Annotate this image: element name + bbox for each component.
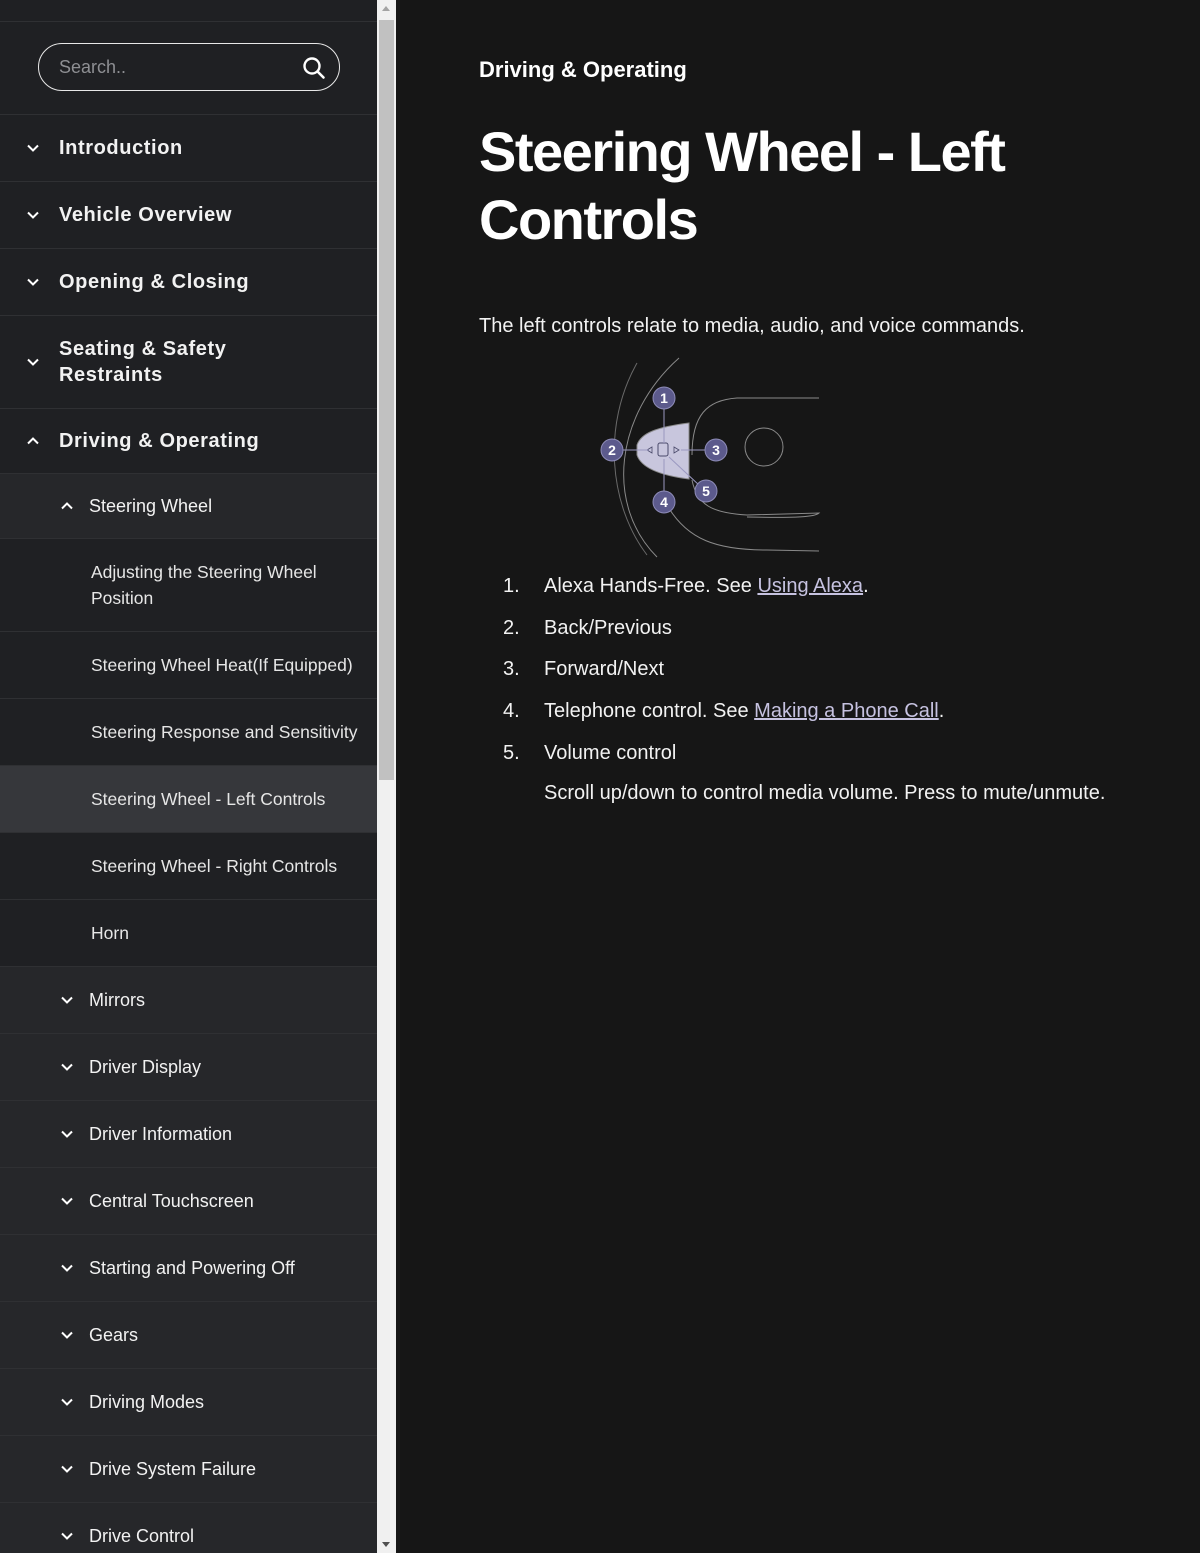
- nav-horn[interactable]: [0, 900, 377, 967]
- chevron-down-icon: [60, 1462, 74, 1476]
- nav-label: Steering Wheel Heat(If Equipped): [91, 655, 353, 675]
- nav-label: Drive Control: [89, 1525, 195, 1546]
- subsection-list: [0, 967, 377, 1553]
- step-text: Volume control: [544, 741, 677, 764]
- step-text-end: .: [863, 575, 869, 597]
- scrollbar-thumb[interactable]: [379, 20, 394, 780]
- nav-label: Introduction: [59, 136, 183, 159]
- callout-4: [653, 491, 675, 513]
- page-title: Steering Wheel - Left Controls: [479, 120, 1005, 251]
- step-text-end: .: [938, 700, 945, 723]
- nav-subsection[interactable]: [0, 1235, 377, 1302]
- chevron-down-icon: [26, 355, 40, 369]
- chevron-up-icon: [60, 499, 74, 513]
- sidebar-top-border: [0, 0, 377, 22]
- volume-note: Scroll up/down to control media volume. Press to mute/unmute.: [544, 782, 1106, 804]
- steering-wheel-diagram: [597, 355, 827, 560]
- search-box[interactable]: [38, 43, 340, 91]
- steps-list: [503, 572, 1183, 780]
- chevron-down-icon: [26, 141, 40, 155]
- left-control-pad: [637, 423, 689, 479]
- chevron-down-icon: [60, 993, 74, 1007]
- nav-adjusting-steering-wheel[interactable]: [0, 539, 377, 632]
- callout-2: [601, 439, 623, 461]
- nav-label: Driver Display: [89, 1056, 202, 1077]
- sidebar-scrollbar[interactable]: [377, 0, 396, 1553]
- nav-steering-response[interactable]: [0, 699, 377, 766]
- search-icon[interactable]: [302, 56, 326, 80]
- step-number: 4.: [503, 700, 520, 723]
- nav-label: Central Touchscreen: [89, 1190, 254, 1211]
- nav-subsection[interactable]: [0, 1168, 377, 1235]
- nav-label: Steering Response and Sensitivity: [91, 722, 358, 742]
- making-phone-call-link[interactable]: Making a Phone Call: [754, 700, 939, 723]
- nav-steering-wheel-heat[interactable]: [0, 632, 377, 699]
- nav-label: Drive System Failure: [89, 1458, 257, 1479]
- section-title: Driving & Operating: [479, 57, 687, 82]
- chevron-up-icon: [26, 434, 40, 448]
- step-text-lead: Telephone control. See: [544, 700, 755, 723]
- step-item: [503, 572, 1183, 614]
- right-control-circle: [745, 428, 783, 466]
- callout-label: 1: [660, 390, 668, 406]
- nav-label-line2: Restraints: [59, 364, 163, 386]
- nav-label: Steering Wheel - Left Controls: [91, 789, 326, 809]
- step-text-lead: Alexa Hands-Free. See: [544, 575, 758, 597]
- chevron-down-icon: [60, 1060, 74, 1074]
- step-item: [503, 739, 1183, 781]
- chevron-down-icon: [60, 1261, 74, 1275]
- nav-label: Horn: [91, 923, 129, 943]
- step-number: 3.: [503, 658, 520, 681]
- callout-label: 3: [712, 442, 720, 458]
- step-number: 1.: [503, 575, 520, 597]
- chevron-down-icon: [26, 275, 40, 289]
- nav-label: Driving Modes: [89, 1391, 205, 1412]
- nav-vehicle-overview[interactable]: [0, 182, 377, 249]
- sidebar: [0, 0, 377, 1553]
- scroll-up-arrow-icon[interactable]: [382, 6, 390, 11]
- nav-subsection[interactable]: [0, 967, 377, 1034]
- callout-label: 5: [702, 483, 710, 499]
- chevron-down-icon: [60, 1395, 74, 1409]
- nav-subsection[interactable]: [0, 1101, 377, 1168]
- callout-label: 4: [660, 494, 668, 510]
- chevron-down-icon: [60, 1127, 74, 1141]
- nav-label: Steering Wheel: [89, 495, 213, 516]
- nav-subsection[interactable]: [0, 1436, 377, 1503]
- nav-opening-closing[interactable]: [0, 249, 377, 316]
- nav-steering-left-controls[interactable]: [0, 766, 377, 833]
- nav-label: Steering Wheel - Right Controls: [91, 856, 338, 876]
- nav-subsection[interactable]: [0, 1369, 377, 1436]
- nav-label: Mirrors: [89, 989, 145, 1010]
- nav-label: Gears: [89, 1324, 139, 1345]
- nav-subsection[interactable]: [0, 1034, 377, 1101]
- chevron-down-icon: [60, 1328, 74, 1342]
- step-item: [503, 697, 1183, 739]
- step-item: [503, 655, 1183, 697]
- step-number: 2.: [503, 616, 520, 639]
- nav-subsection[interactable]: [0, 1302, 377, 1369]
- step-text: [544, 697, 944, 725]
- nav-steering-right-controls[interactable]: [0, 833, 377, 900]
- chevron-down-icon: [26, 208, 40, 222]
- step-text: Back/Previous: [544, 616, 672, 639]
- scroll-down-arrow-icon[interactable]: [382, 1542, 390, 1547]
- search-input[interactable]: [57, 44, 301, 91]
- nav-subsection[interactable]: [0, 1503, 377, 1553]
- nav-steering-wheel[interactable]: [0, 474, 377, 539]
- hub-lower: [667, 505, 819, 551]
- nav-label: [59, 336, 226, 388]
- nav-label: Opening & Closing: [59, 270, 250, 293]
- nav-label: Starting and Powering Off: [89, 1257, 295, 1278]
- nav-label: Driving & Operating: [59, 429, 260, 452]
- using-alexa-link[interactable]: Using Alexa: [757, 575, 864, 597]
- search-area: [0, 22, 377, 115]
- step-item: [503, 614, 1183, 656]
- nav-seating-safety[interactable]: [0, 316, 377, 409]
- step-number: 5.: [503, 741, 520, 764]
- nav-label: Driver Information: [89, 1123, 233, 1144]
- step-text: Forward/Next: [544, 658, 665, 681]
- nav-label: Vehicle Overview: [59, 203, 233, 226]
- callout-1: [653, 387, 675, 409]
- nav-label-line1: Seating & Safety: [59, 338, 227, 360]
- callout-5: [695, 480, 717, 502]
- chevron-down-icon: [60, 1194, 74, 1208]
- nav-introduction[interactable]: [0, 115, 377, 182]
- nav-label: Adjusting the Steering Wheel Position: [91, 562, 317, 608]
- callout-3: [705, 439, 727, 461]
- step-text: [544, 572, 869, 600]
- intro-text: The left controls relate to media, audio, and voice commands.: [479, 315, 1025, 337]
- nav-driving-operating[interactable]: [0, 409, 377, 474]
- chevron-down-icon: [60, 1529, 74, 1543]
- callout-label: 2: [608, 442, 616, 458]
